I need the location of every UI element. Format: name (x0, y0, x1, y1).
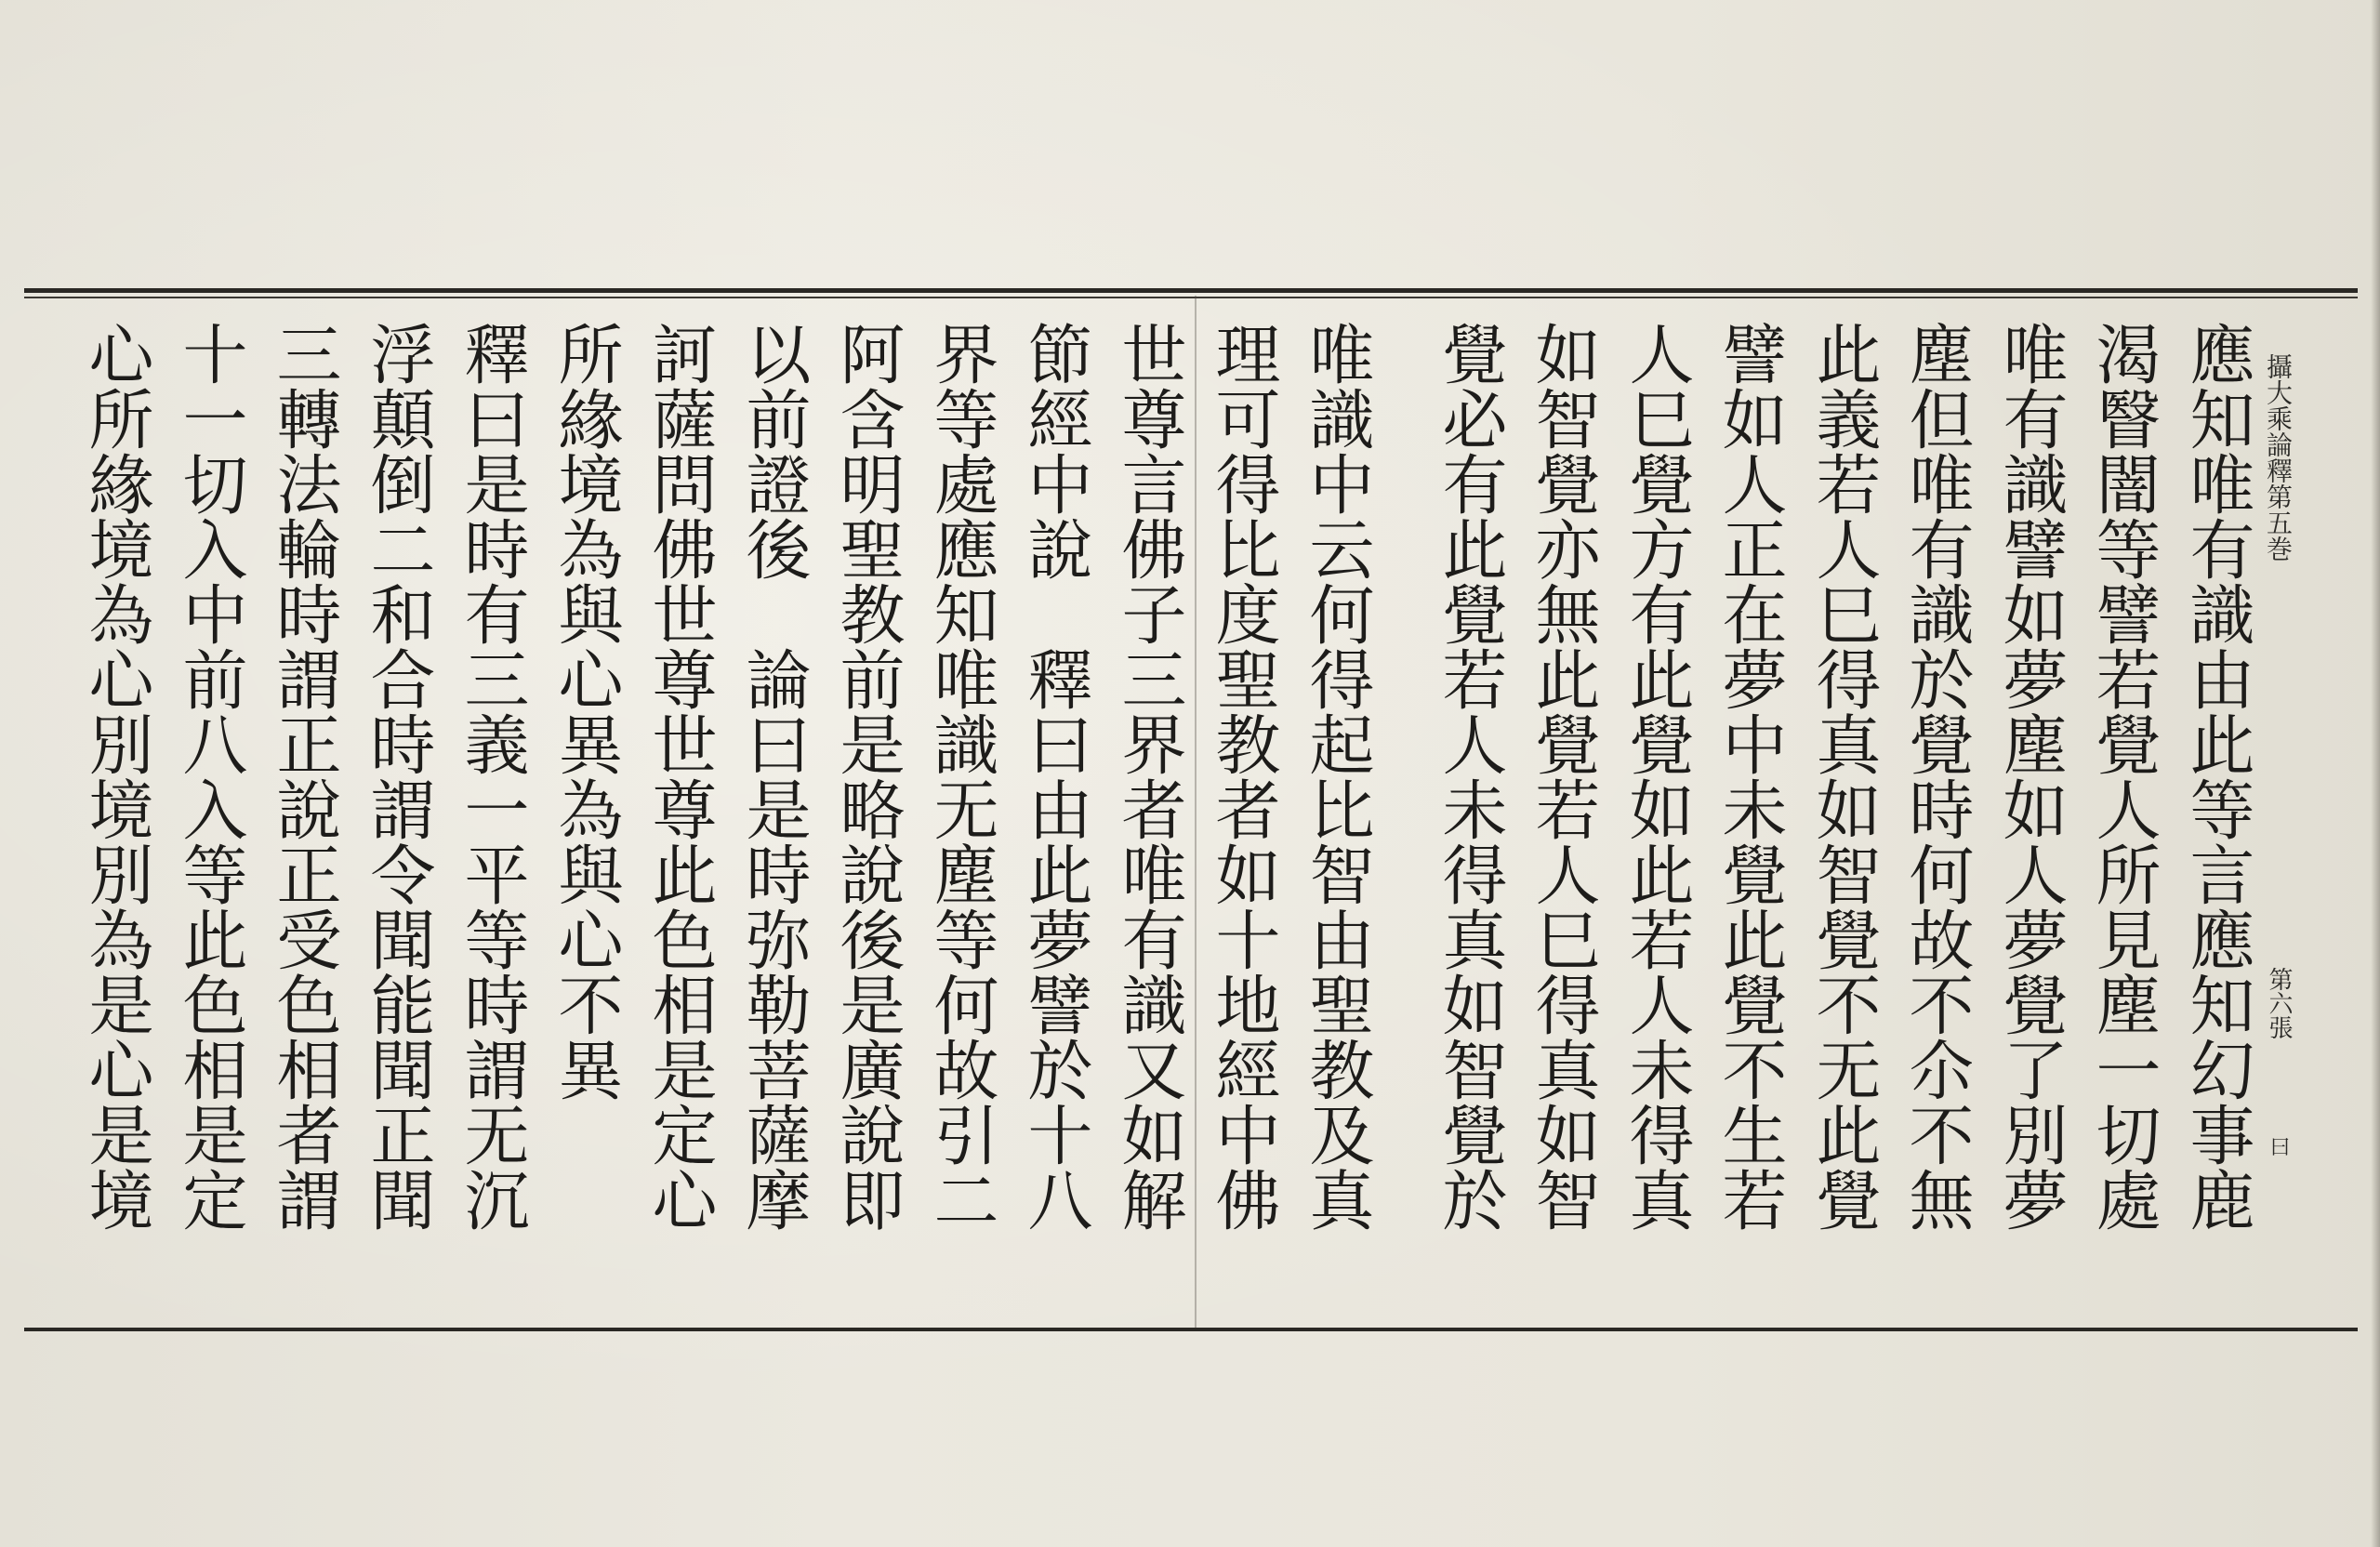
text-column-3: 唯有識譬如夢塵如人夢覺了別夢 (1992, 321, 2069, 1232)
text-column-17: 訶薩問佛世尊世尊此色相是定心 (641, 321, 718, 1232)
page-edge-shadow (2371, 0, 2380, 1547)
margin-title: 攝大乘論釋第五巻 (2263, 353, 2294, 562)
text-column-22: 十一切入中前八入等此色相是定 (172, 321, 248, 1232)
text-column-9: 覺必有此覺若人未得真如智覺於 (1432, 321, 1508, 1232)
margin-mark: 曰 (2267, 1136, 2290, 1157)
page-fold-line (1195, 296, 1197, 1328)
text-column-4: 塵但唯有識於覺時何故不尒不無 (1898, 321, 1975, 1232)
margin-leaf-number: 第六張 (2265, 967, 2293, 1039)
text-column-16: 以前證後 論曰是時弥勒菩薩摩 (735, 321, 812, 1232)
text-column-20: 浮顛倒二和合時謂令聞能聞正聞 (360, 321, 436, 1232)
text-column-10: 唯識中云何得起比智由聖教及真 (1299, 321, 1375, 1232)
text-column-15: 阿含明聖教前是略說後是廣說即 (829, 321, 906, 1232)
text-column-5: 此義若人巳得真如智覺不无此覺 (1805, 321, 1882, 1232)
text-column-6: 譬如人正在夢中未覺此覺不生若 (1712, 321, 1788, 1232)
text-column-23: 心所緣境為心別境別為是心是境 (78, 321, 154, 1232)
text-column-13: 節經中說 釋曰由此夢譬於十八 (1017, 321, 1093, 1232)
top-border-inner-rule (24, 297, 2358, 298)
text-column-18: 所緣境為與心異為與心不異 (548, 321, 624, 1102)
text-column-12: 世尊言佛子三界者唯有識又如解 (1111, 321, 1187, 1232)
text-column-1: 應知唯有識由此等言應知幻事鹿 (2179, 321, 2255, 1232)
text-column-8: 如智覺亦無此覺若人巳得真如智 (1525, 321, 1601, 1232)
text-column-7: 人巳覺方有此覺如此若人未得真 (1619, 321, 1695, 1232)
bottom-border-rule (24, 1328, 2358, 1331)
text-column-11: 理可得比度聖教者如十地經中佛 (1205, 321, 1281, 1232)
text-column-14: 界等處應知唯識无塵等何故引二 (923, 321, 999, 1232)
text-column-21: 三轉法輪時謂正說正受色相者謂 (266, 321, 342, 1232)
text-column-2: 渴瞖闇等譬若覺人所見塵一切處 (2085, 321, 2162, 1232)
text-column-19: 釋曰是時有三義一平等時謂无沉 (454, 321, 530, 1232)
top-border-rule (24, 288, 2358, 293)
